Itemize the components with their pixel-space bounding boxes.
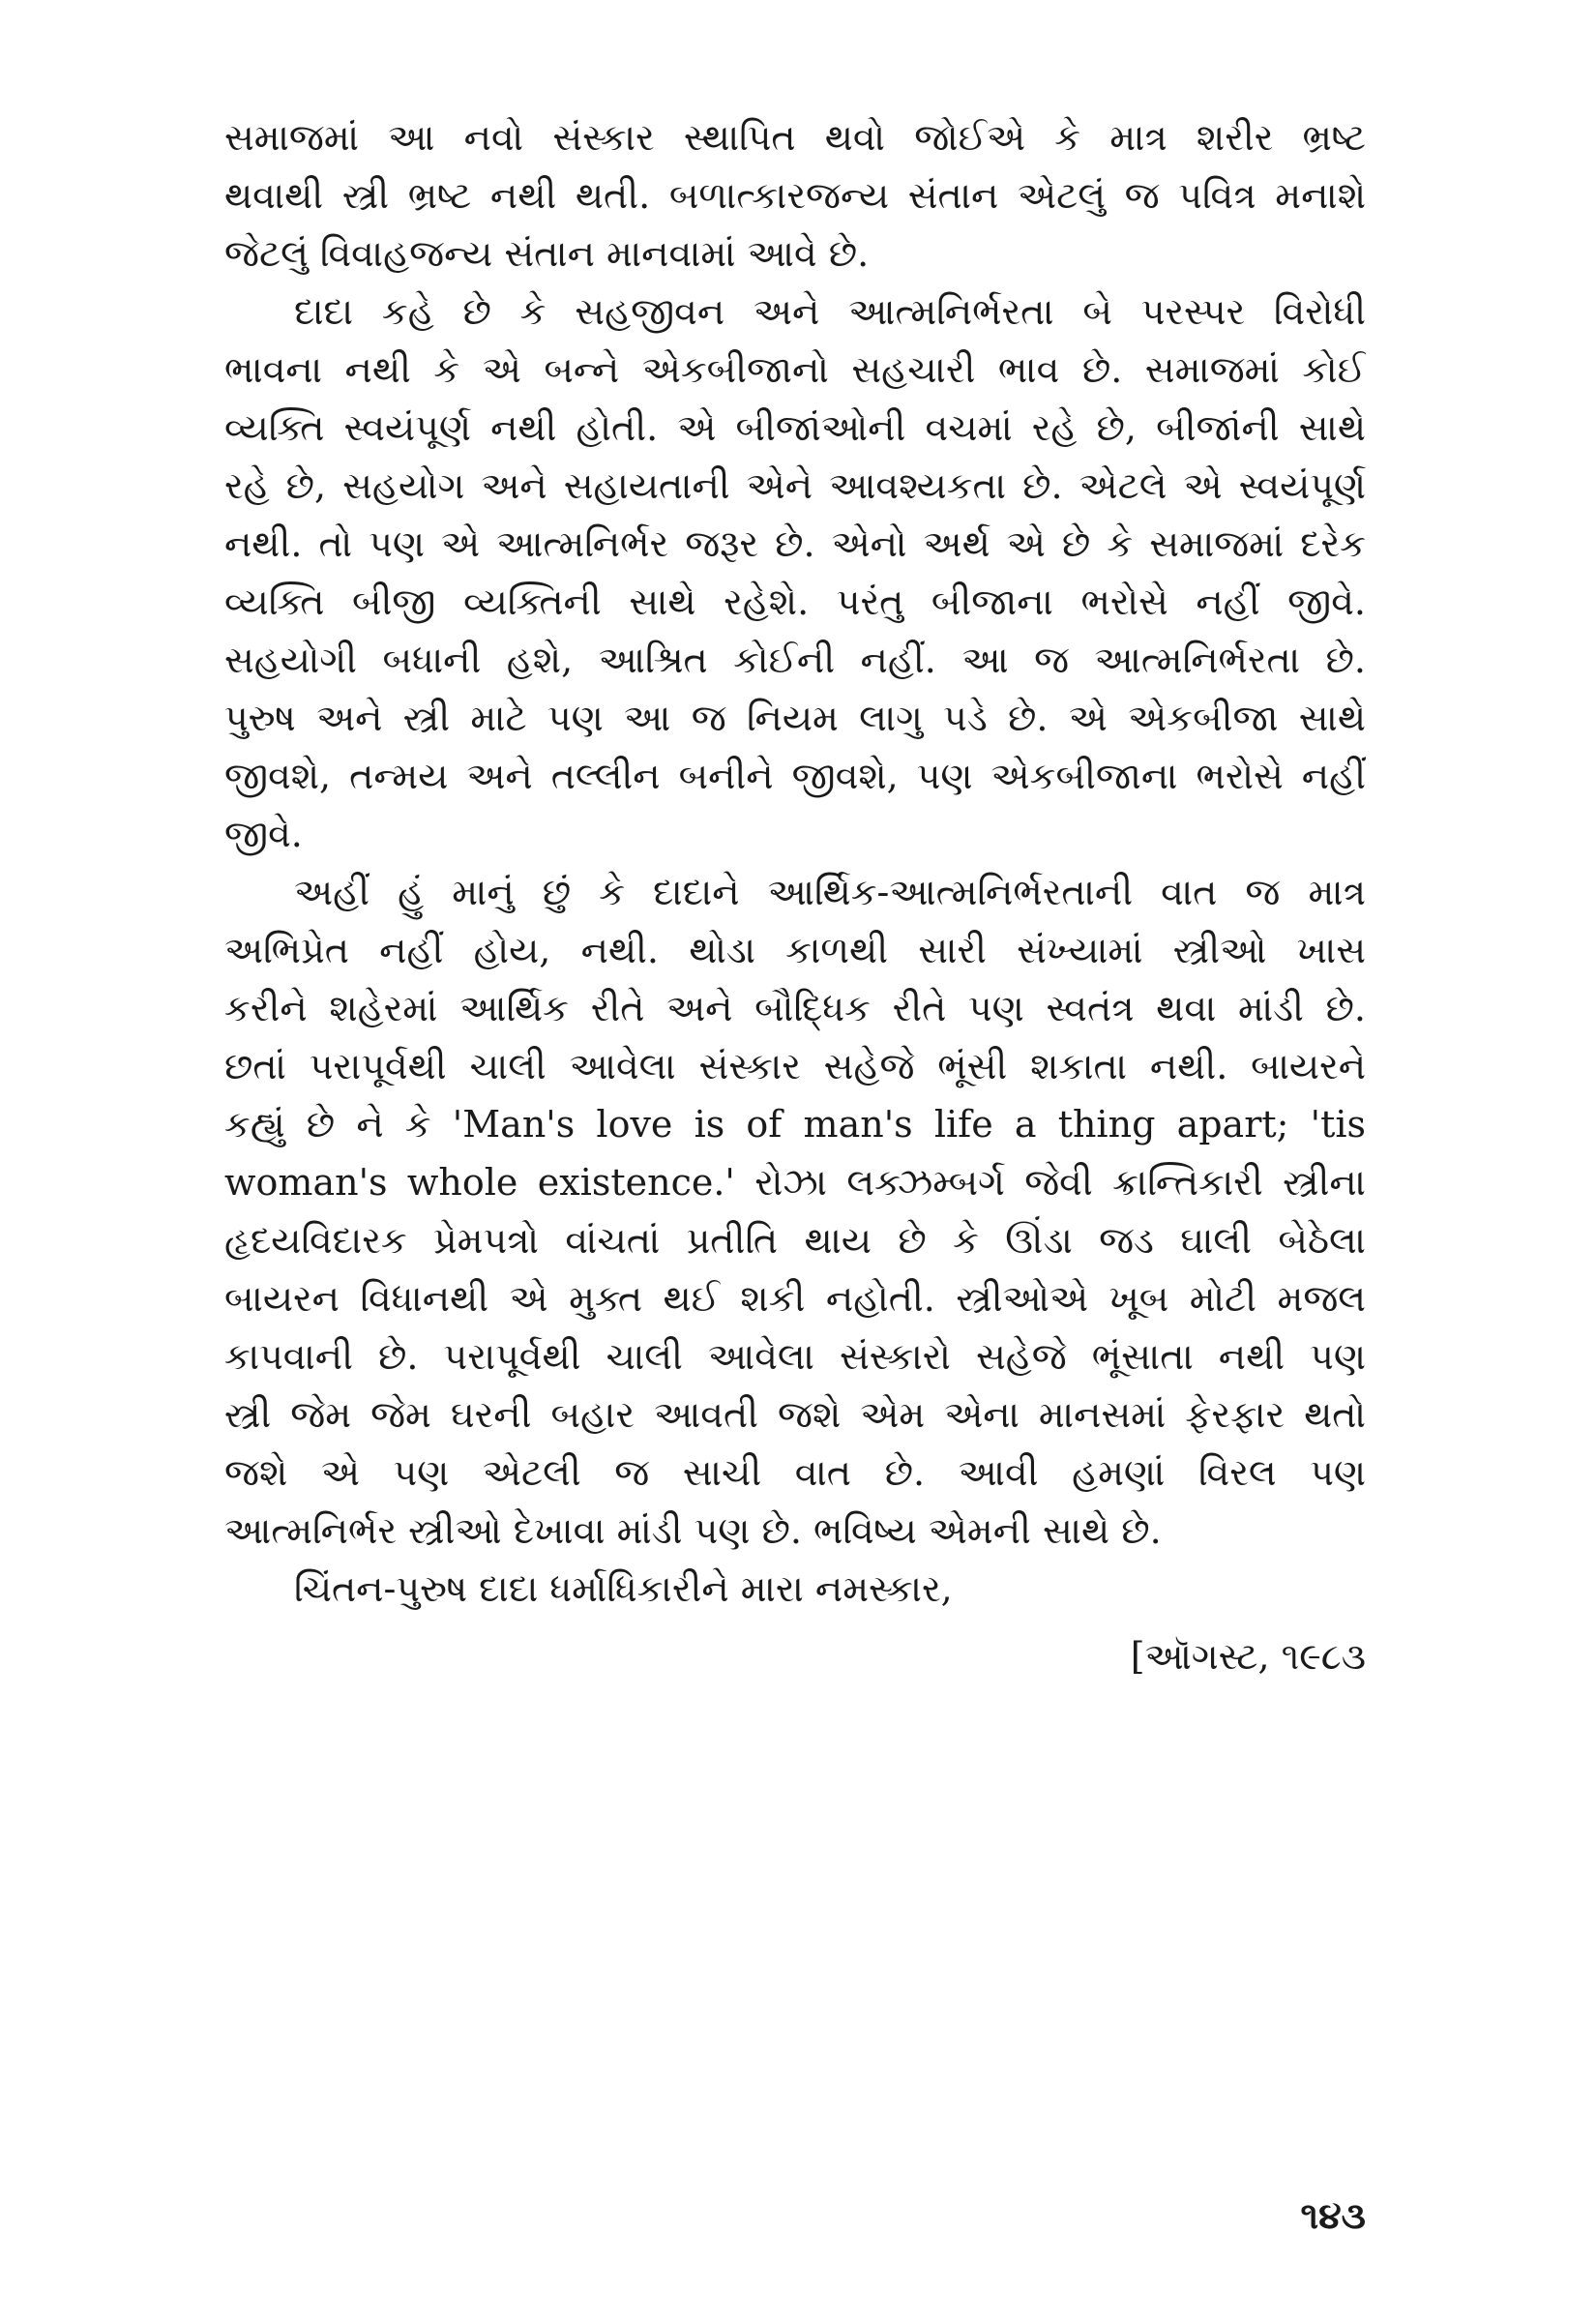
text-line: હૃદયવિદારક પ્રેમપત્રો વાંચતાં પ્રતીતિ થાય છે કે ઊંડા જડ ઘાલી બેઠેલા — [224, 1219, 1366, 1262]
paragraph — [224, 1560, 1366, 1618]
text-line: સહયોગી બધાની હશે, આશ્રિત કોઈની નહીં. આ જ આત્મનિર્ભરતા છે. — [224, 639, 1366, 681]
text-line: woman's whole existence.' રોઝા લક્ઝમ્બર્ગ જેવી ક્રાન્તિકારી સ્ત્રીના — [224, 1161, 1366, 1204]
text-line: આત્મનિર્ભર સ્ત્રીઓ દેખાવા માંડી પણ છે. ભવિષ્ય એમની સાથે છે. — [224, 1509, 1162, 1552]
text-line: જીવશે, તન્મય અને તલ્લીન બનીને જીવશે, પણ એકબીજાના ભરોસે નહીં — [224, 755, 1366, 797]
text-line: નથી. તો પણ એ આત્મનિર્ભર જરૂર છે. એનો અર્થ એ છે કે સમાજમાં દરેક — [224, 522, 1366, 565]
text-line: સ્ત્રી જેમ જેમ ઘરની બહાર આવતી જશે એમ એના માનસમાં ફેરફાર થતો — [224, 1393, 1366, 1436]
text-line: જશે એ પણ એટલી જ સાચી વાત છે. આવી હમણાં વિરલ પણ — [224, 1451, 1366, 1494]
text-line: બાયરન વિધાનથી એ મુક્ત થઈ શકી નહોતી. સ્ત્રીઓએ ખૂબ મોટી મજલ — [224, 1277, 1366, 1320]
paragraph — [224, 108, 1366, 283]
text-line: અહીં હું માનું છું કે દાદાને આર્થિક-આત્મનિર્ભરતાની વાત જ માત્ર — [294, 871, 1366, 913]
text-line: વ્યક્તિ બીજી વ્યક્તિની સાથે રહેશે. પરંતુ બીજાના ભરોસે નહીં જીવે. — [224, 580, 1366, 623]
text-line: છતાં પરાપૂર્વથી ચાલી આવેલા સંસ્કાર સહેજે ભૂંસી શકાતા નથી. બાયરને — [224, 1045, 1366, 1087]
text-line: પુરુષ અને સ્ત્રી માટે પણ આ જ નિયમ લાગુ પડે છે. એ એકબીજા સાથે — [224, 697, 1366, 739]
text-line: થવાથી સ્ત્રી ભ્રષ્ટ નથી થતી. બળાત્કારજન્ય સંતાન એટલું જ પવિત્ર મનાશે — [224, 174, 1366, 217]
text-line: કરીને શહેરમાં આર્થિક રીતે અને બૌદ્ધિક રીતે પણ સ્વતંત્ર થવા માંડી છે. — [224, 987, 1366, 1029]
paragraph — [224, 283, 1366, 863]
text-line: કાપવાની છે. પરાપૂર્વથી ચાલી આવેલા સંસ્કારો સહેજે ભૂંસાતા નથી પણ — [224, 1335, 1366, 1378]
text-line: કહ્યું છે ને કે 'Man's love is of man's life a thing apart; 'tis — [224, 1103, 1366, 1146]
page-body — [224, 108, 1366, 1685]
text-line: ભાવના નથી કે એ બન્ને એકબીજાનો સહચારી ભાવ છે. સમાજમાં કોઈ — [224, 348, 1366, 391]
text-line: દાદા કહે છે કે સહજીવન અને આત્મનિર્ભરતા બે પરસ્પર વિરોધી — [294, 290, 1366, 333]
text-line: અભિપ્રેત નહીં હોય, નથી. થોડા કાળથી સારી સંખ્યામાં સ્ત્રીઓ ખાસ — [224, 929, 1366, 971]
text-line: રહે છે, સહયોગ અને સહાયતાની એને આવશ્યકતા છે. એટલે એ સ્વયંપૂર્ણ — [224, 464, 1366, 507]
text-line: વ્યક્તિ સ્વયંપૂર્ણ નથી હોતી. એ બીજાંઓની વચમાં રહે છે, બીજાંની સાથે — [224, 406, 1366, 449]
paragraph — [224, 863, 1366, 1560]
dateline: [ઑગસ્ટ, ૧૯૮૩ — [1130, 1635, 1366, 1678]
text-line: જીવે. — [224, 813, 303, 855]
page-number: ૧૪૩ — [1300, 2194, 1366, 2237]
text-line: ચિંતન-પુરુષ દાદા ધર્માધિકારીને મારા નમસ્કાર, — [294, 1567, 953, 1610]
text-line: જેટલું વિવાહજન્ય સંતાન માનવામાં આવે છે. — [224, 232, 870, 275]
text-line: સમાજમાં આ નવો સંસ્કાર સ્થાપિત થવો જોઈએ કે માત્ર શરીર ભ્રષ્ટ — [224, 116, 1366, 159]
